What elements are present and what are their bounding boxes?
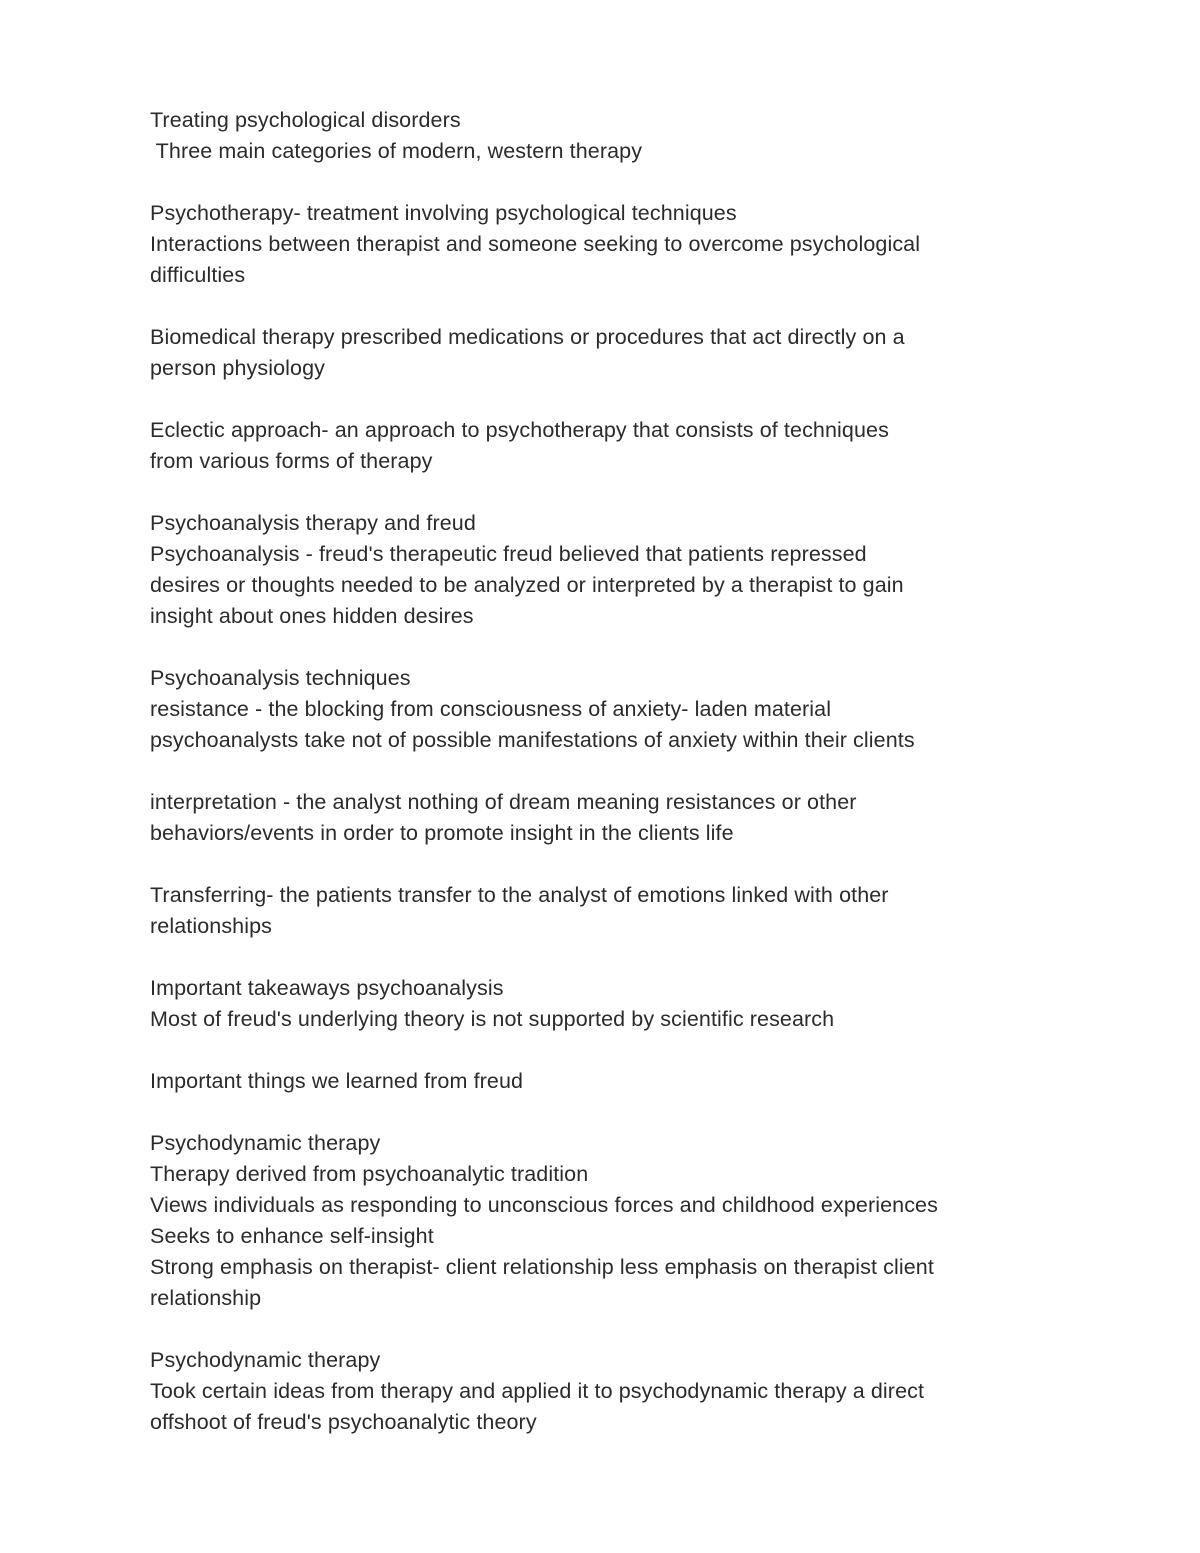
text-line: Transferring- the patients transfer to the analyst of emotions linked with other <box>150 883 889 907</box>
text-line: Interactions between therapist and someone seeking to overcome psychological <box>150 232 921 256</box>
paragraph-important-takeaways <box>150 973 1060 1035</box>
text-line: desires or thoughts needed to be analyzed or interpreted by a therapist to gain <box>150 573 904 597</box>
text-line: Views individuals as responding to unconscious forces and childhood experiences <box>150 1193 938 1217</box>
text-line: psychoanalysts take not of possible manifestations of anxiety within their clients <box>150 728 915 752</box>
blank-line <box>150 942 1060 973</box>
paragraph-eclectic-approach <box>150 415 1060 477</box>
blank-line <box>150 756 1060 787</box>
text-line: Psychoanalysis techniques <box>150 666 411 690</box>
text-line: resistance - the blocking from consciousness of anxiety- laden material <box>150 697 832 721</box>
text-line: Psychoanalysis therapy and freud <box>150 511 476 535</box>
text-line: Most of freud's underlying theory is not supported by scientific research <box>150 1007 835 1031</box>
text-line: Therapy derived from psychoanalytic tradition <box>150 1162 589 1186</box>
blank-line <box>150 1035 1060 1066</box>
paragraph-psychoanalysis-freud <box>150 508 1060 632</box>
text-line: Important takeaways psychoanalysis <box>150 976 504 1000</box>
paragraph-treating-disorders <box>150 105 1060 167</box>
blank-line <box>150 632 1060 663</box>
heading-treating-psychological-disorders: Treating psychological disorders <box>150 108 461 132</box>
text-line: Three main categories of modern, western therapy <box>150 139 643 163</box>
paragraph-psychotherapy <box>150 198 1060 291</box>
text-line: Eclectic approach- an approach to psychotherapy that consists of techniques <box>150 418 889 442</box>
blank-line <box>150 1314 1060 1345</box>
document-body <box>150 105 1060 1438</box>
paragraph-interpretation <box>150 787 1060 849</box>
blank-line <box>150 477 1060 508</box>
text-line: Psychodynamic therapy <box>150 1131 381 1155</box>
text-line: Psychoanalysis - freud's therapeutic freud believed that patients repressed <box>150 542 867 566</box>
text-line: Seeks to enhance self-insight <box>150 1224 434 1248</box>
text-line: Took certain ideas from therapy and applied it to psychodynamic therapy a direct <box>150 1379 925 1403</box>
blank-line <box>150 849 1060 880</box>
text-line: Psychodynamic therapy <box>150 1348 381 1372</box>
text-line: interpretation - the analyst nothing of dream meaning resistances or other <box>150 790 857 814</box>
blank-line <box>150 384 1060 415</box>
text-line: insight about ones hidden desires <box>150 604 474 628</box>
blank-line <box>150 291 1060 322</box>
blank-line <box>150 167 1060 198</box>
text-line: difficulties <box>150 263 246 287</box>
paragraph-learned-from-freud <box>150 1066 1060 1097</box>
text-line: Psychotherapy- treatment involving psychological techniques <box>150 201 737 225</box>
text-line: Important things we learned from freud <box>150 1069 524 1093</box>
text-line: from various forms of therapy <box>150 449 433 473</box>
text-line: Strong emphasis on therapist- client relationship less emphasis on therapist client <box>150 1255 934 1279</box>
text-line: behaviors/events in order to promote insight in the clients life <box>150 821 734 845</box>
text-line: relationship <box>150 1286 262 1310</box>
text-line: person physiology <box>150 356 326 380</box>
text-line: Biomedical therapy prescribed medications or procedures that act directly on a <box>150 325 905 349</box>
paragraph-transferring <box>150 880 1060 942</box>
text-line: offshoot of freud's psychoanalytic theory <box>150 1410 537 1434</box>
paragraph-psychoanalysis-techniques <box>150 663 1060 756</box>
paragraph-psychodynamic-therapy <box>150 1128 1060 1314</box>
paragraph-psychodynamic-therapy-2 <box>150 1345 1060 1438</box>
blank-line <box>150 1097 1060 1128</box>
paragraph-biomedical-therapy <box>150 322 1060 384</box>
text-line: relationships <box>150 914 273 938</box>
